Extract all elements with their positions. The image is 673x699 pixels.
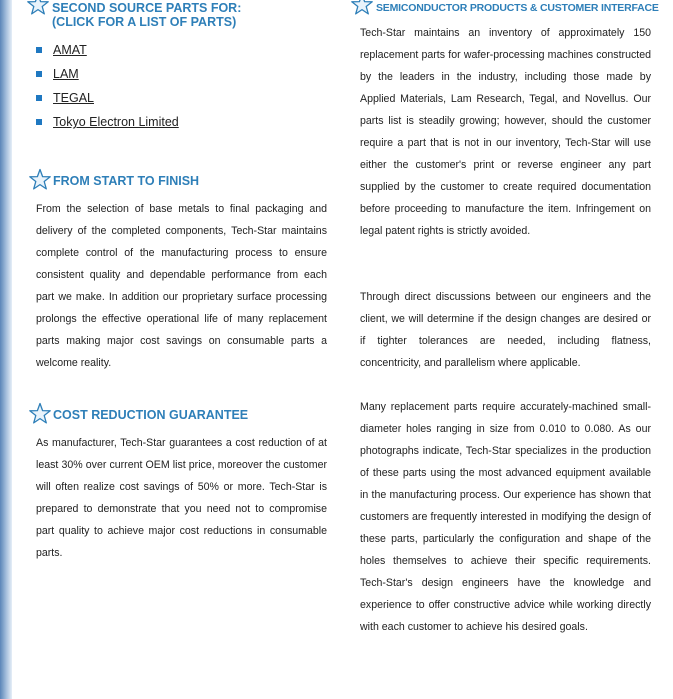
square-bullet-icon xyxy=(36,47,42,53)
semiconductor-text-2: Through direct discussions between our engineers and the client, we will determine if the design changes are desired or if tighter tolerances are needed, including flatness, concentricity, and parallelism where applicable. xyxy=(360,291,651,369)
list-item xyxy=(36,110,179,134)
square-bullet-icon xyxy=(36,71,42,77)
start-finish-heading xyxy=(28,168,199,192)
parts-link-tokyo-electron[interactable]: Tokyo Electron Limited xyxy=(53,115,179,129)
cost-reduction-heading xyxy=(28,402,248,426)
semiconductor-text-3: Many replacement parts require accurately-machined small-diameter holes ranging in size from 0.010 to 0.080. As our photographs indicate, Tech-Star specializes in the production of these parts using the most advanced equipment available in the manufacturing process. Our experience has shown that customers are frequently interested in modifying the design of these parts, particularly the configuration and shape of the holes themselves to achieve their specific requirements. Tech-Star's design engineers have the knowledge and experience to offer constructive advice while working directly with each customer to achieve his desired goals. xyxy=(360,401,651,633)
star-icon xyxy=(26,0,50,17)
star-icon xyxy=(28,168,52,192)
start-finish-title: FROM START TO FINISH xyxy=(53,174,200,188)
parts-heading-line1: SECOND SOURCE PARTS FOR: xyxy=(52,1,242,15)
star-icon xyxy=(28,402,52,426)
square-bullet-icon xyxy=(36,95,42,101)
list-item xyxy=(36,38,179,62)
cost-reduction-text: As manufacturer, Tech-Star guarantees a cost reduction of at least 30% over current OEM list price, moreover the customer will often realize cost savings of 50% or more. Tech-Star is prepared to demonstrate that you need not to compromise part quality to achieve major cost reductions in consumable parts. xyxy=(36,437,327,559)
square-bullet-icon xyxy=(36,119,42,125)
semiconductor-title: SEMICONDUCTOR PRODUCTS & CUSTOMER INTERFACE xyxy=(376,2,659,14)
parts-heading xyxy=(26,0,241,29)
parts-link-amat[interactable]: AMAT xyxy=(53,43,87,57)
left-edge-gradient xyxy=(0,0,12,699)
semiconductor-heading xyxy=(350,0,659,17)
parts-link-tegal[interactable]: TEGAL xyxy=(53,91,94,105)
star-icon xyxy=(350,0,374,17)
parts-link-lam[interactable]: LAM xyxy=(53,67,79,81)
list-item xyxy=(36,62,179,86)
cost-reduction-title: COST REDUCTION GUARANTEE xyxy=(53,408,249,422)
start-finish-text: From the selection of base metals to final packaging and delivery of the completed components, Tech-Star maintains complete control of the manufacturing process to ensure consistent quality and dependable performance from each part we make. In addition our proprietary surface processing prolongs the effective operational life of many replacement parts making major cost savings on consumable parts a welcome reality. xyxy=(36,203,327,369)
parts-list xyxy=(36,38,179,134)
parts-heading-line2[interactable]: (CLICK FOR A LIST OF PARTS) xyxy=(52,15,237,29)
semiconductor-text-1: Tech-Star maintains an inventory of approximately 150 replacement parts for wafer-processing machines constructed by the leaders in the industry, including those made by Applied Materials, Lam Research, Tegal, and Novellus. Our parts list is steadily growing; however, should the customer require a part that is not in our inventory, Tech-Star will use either the customer's print or reverse engineer any part supplied by the customer to create required documentation before proceeding to manufacture the item. Infringement on legal patent rights is strictly avoided. xyxy=(360,27,651,237)
list-item xyxy=(36,86,179,110)
